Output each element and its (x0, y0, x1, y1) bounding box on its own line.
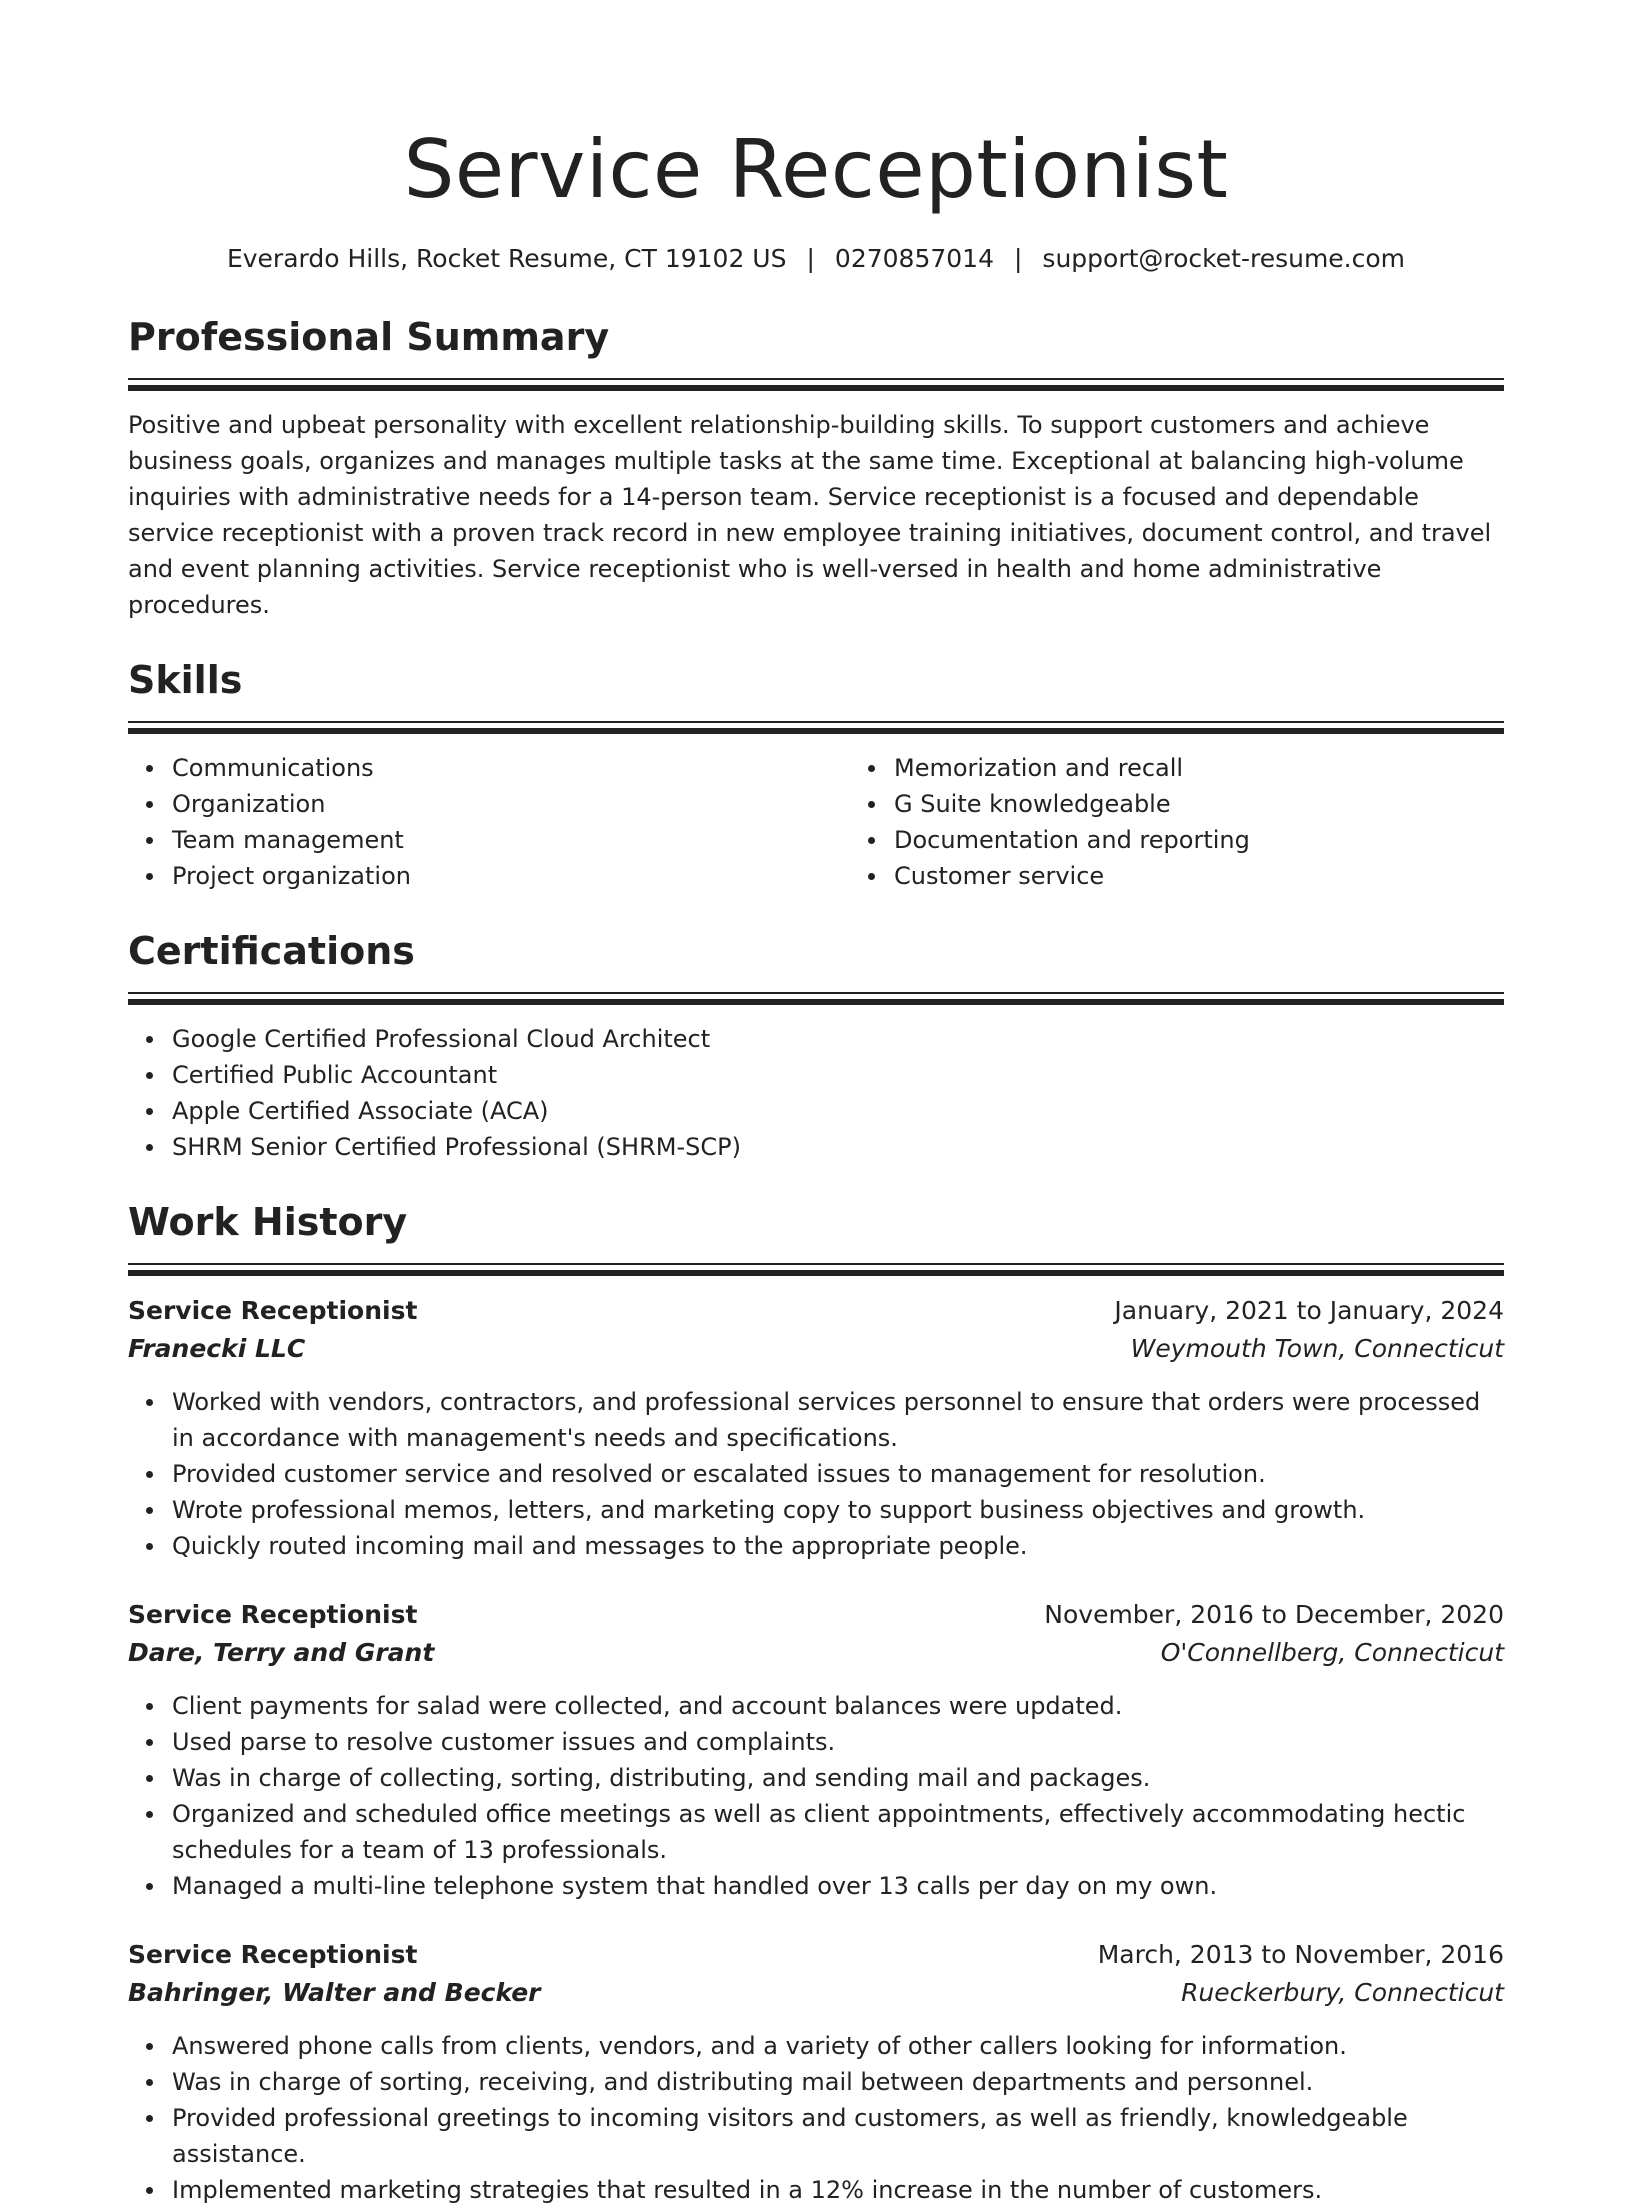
summary-text: Positive and upbeat personality with excellent relationship-building skills. To support customers and achieve business goals, organizes and manages multiple tasks at the same time. Exceptional at balancing high-volume inquiries with administrative needs for a 14-person team. Service receptionist is a focused and dependable service receptionist with a proven track record in new employee training initiatives, document control, and travel and event planning activities. Service receptionist who is well-versed in health and home administrative procedures. (128, 411, 1492, 619)
certification-item: Certified Public Accountant (172, 1057, 1504, 1093)
job-company-row (128, 1330, 1504, 1368)
contact-line (128, 242, 1504, 276)
job-dates: January, 2021 to January, 2024 (1114, 1296, 1504, 1325)
section-divider (128, 1270, 1504, 1276)
job-location: Rueckerbury, Connecticut (1181, 1978, 1504, 2007)
skill-item: Project organization (172, 858, 850, 894)
section-divider (128, 721, 1504, 723)
resume-page (128, 0, 1504, 2208)
contact-separator: | (806, 244, 815, 273)
job-duties-list (128, 2028, 1504, 2208)
skill-item: Customer service (894, 858, 1572, 894)
summary-section (128, 312, 1504, 623)
work-history-section (128, 1197, 1504, 2208)
job-duty: Implemented marketing strategies that resulted in a 12% increase in the number of customers. (172, 2172, 1504, 2208)
job-duty: Organized and scheduled office meetings as well as client appointments, effectively accommodating hectic schedules for a team of 13 professionals. (172, 1796, 1504, 1868)
skills-grid (128, 750, 1504, 894)
job-duty: Wrote professional memos, letters, and marketing copy to support business objectives and growth. (172, 1492, 1504, 1528)
skills-list-left (128, 750, 850, 894)
job-duties-list (128, 1384, 1504, 1564)
certification-item: Apple Certified Associate (ACA) (172, 1093, 1504, 1129)
job-company: Franecki LLC (128, 1334, 306, 1363)
resume-title: Service Receptionist (403, 123, 1229, 216)
job-duty: Client payments for salad were collected, and account balances were updated. (172, 1688, 1504, 1724)
summary-heading: Professional Summary (128, 315, 610, 359)
job-duty: Was in charge of collecting, sorting, distributing, and sending mail and packages. (172, 1760, 1504, 1796)
section-divider (128, 1263, 1504, 1265)
certification-item: Google Certified Professional Cloud Architect (172, 1021, 1504, 1057)
job-company: Dare, Terry and Grant (128, 1638, 435, 1667)
job-duty: Quickly routed incoming mail and messages to the appropriate people. (172, 1528, 1504, 1564)
skills-section (128, 655, 1504, 894)
skills-list-right (850, 750, 1572, 894)
contact-address: Everardo Hills, Rocket Resume, CT 19102 US (226, 244, 787, 273)
job-entry (128, 1292, 1504, 1564)
job-header-row (128, 1596, 1504, 1634)
section-divider (128, 992, 1504, 994)
job-title: Service Receptionist (128, 1296, 418, 1325)
job-entry (128, 1936, 1504, 2208)
job-location: Weymouth Town, Connecticut (1130, 1334, 1504, 1363)
skill-item: Documentation and reporting (894, 822, 1572, 858)
job-entry (128, 1596, 1504, 1904)
job-duty: Provided customer service and resolved or escalated issues to management for resolution. (172, 1456, 1504, 1492)
job-company-row (128, 1634, 1504, 1672)
job-duty: Used parse to resolve customer issues and complaints. (172, 1724, 1504, 1760)
certifications-section (128, 926, 1504, 1165)
job-header-row (128, 1936, 1504, 1974)
certification-item: SHRM Senior Certified Professional (SHRM-SCP) (172, 1129, 1504, 1165)
skill-item: Team management (172, 822, 850, 858)
skill-item: G Suite knowledgeable (894, 786, 1572, 822)
section-divider (128, 378, 1504, 380)
section-divider (128, 728, 1504, 734)
contact-separator: | (1013, 244, 1023, 273)
contact-email: support@rocket-resume.com (1042, 244, 1406, 273)
job-title: Service Receptionist (128, 1940, 418, 1969)
job-dates: November, 2016 to December, 2020 (1044, 1600, 1504, 1629)
section-divider (128, 999, 1504, 1005)
job-duty: Worked with vendors, contractors, and professional services personnel to ensure that orders were processed in accordance with management's needs and specifications. (172, 1384, 1504, 1456)
skill-item: Memorization and recall (894, 750, 1572, 786)
job-duties-list (128, 1688, 1504, 1904)
contact-phone: 0270857014 (834, 244, 994, 273)
job-duty: Provided professional greetings to incoming visitors and customers, as well as friendly, knowledgeable assistance. (172, 2100, 1504, 2172)
job-duty: Answered phone calls from clients, vendors, and a variety of other callers looking for information. (172, 2028, 1504, 2064)
job-location: O'Connellberg, Connecticut (1160, 1638, 1504, 1667)
skill-item: Organization (172, 786, 850, 822)
job-duty: Was in charge of sorting, receiving, and distributing mail between departments and personnel. (172, 2064, 1504, 2100)
work-history-heading: Work History (128, 1200, 408, 1244)
job-company-row (128, 1974, 1504, 2012)
job-header-row (128, 1292, 1504, 1330)
job-title: Service Receptionist (128, 1600, 418, 1629)
job-company: Bahringer, Walter and Becker (128, 1978, 541, 2007)
job-duty: Managed a multi-line telephone system that handled over 13 calls per day on my own. (172, 1868, 1504, 1904)
job-dates: March, 2013 to November, 2016 (1097, 1940, 1504, 1969)
section-divider (128, 385, 1504, 391)
skill-item: Communications (172, 750, 850, 786)
certifications-list (128, 1021, 1504, 1165)
certifications-heading: Certifications (128, 929, 415, 973)
skills-heading: Skills (128, 658, 243, 702)
